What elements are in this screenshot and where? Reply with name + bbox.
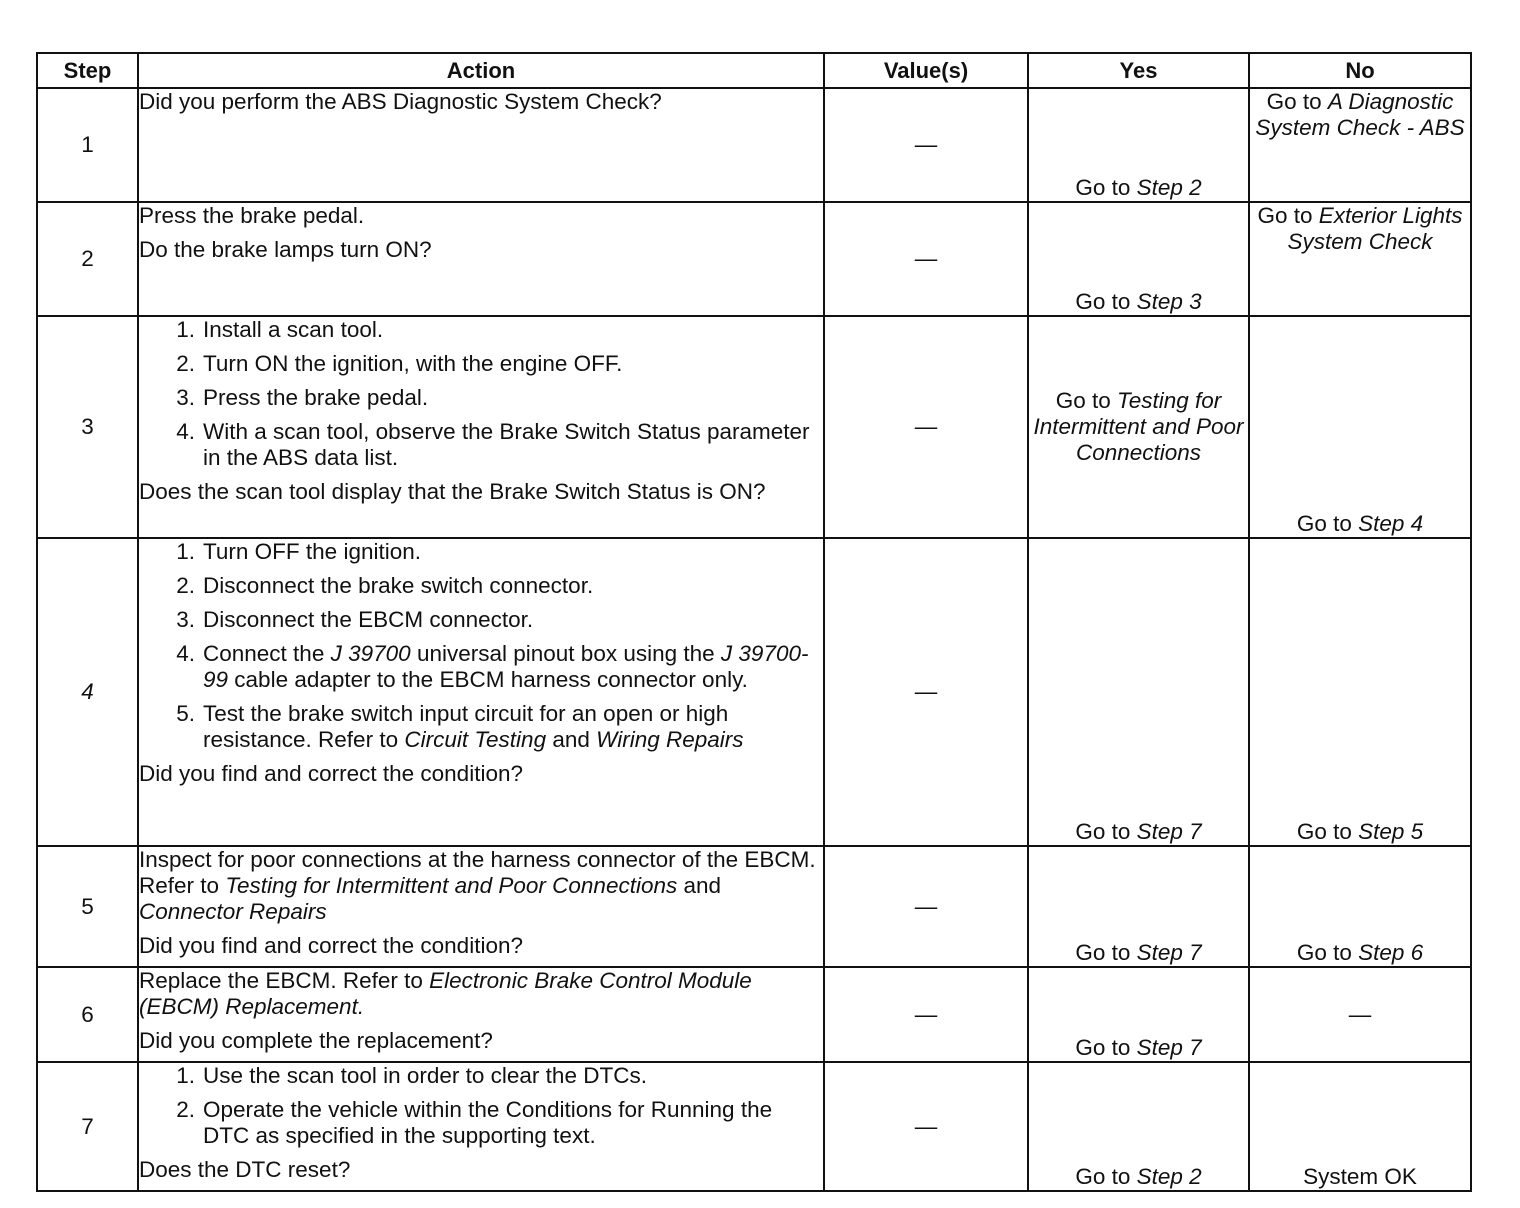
item-number: 1. xyxy=(176,1063,195,1088)
yes-prefix: Go to xyxy=(1075,1164,1131,1189)
action-step-item xyxy=(139,607,823,633)
action-question: Do the brake lamps turn ON? xyxy=(139,237,432,262)
action-question: Does the scan tool display that the Brake Switch Status is ON? xyxy=(139,479,766,504)
no-value: — xyxy=(1348,1001,1372,1027)
yes-ref: Step 7 xyxy=(1136,819,1202,844)
action-text-part: Inspect for poor connections at the harness connector of the EBCM. Refer to xyxy=(139,847,816,898)
yes-prefix: Go to xyxy=(1075,940,1131,965)
item-text: Use the scan tool in order to clear the DTCs. xyxy=(203,1063,647,1088)
yes-cell xyxy=(1028,846,1249,967)
header-values: Value(s) xyxy=(824,53,1028,88)
action-line: Press the brake pedal. xyxy=(139,203,365,228)
item-text: With a scan tool, observe the Brake Switch Status parameter in the ABS data list. xyxy=(203,419,810,470)
doc-ref: Connector Repairs xyxy=(139,899,327,924)
no-ref: Step 6 xyxy=(1358,940,1424,965)
table-row xyxy=(37,316,1471,538)
no-cell xyxy=(1249,1062,1471,1191)
yes-ref: Step 7 xyxy=(1136,940,1202,965)
item-number: 5. xyxy=(176,701,195,726)
doc-ref: Wiring Repairs xyxy=(596,727,744,752)
action-cell xyxy=(138,1062,824,1191)
action-step-item xyxy=(139,385,823,411)
action-question: Did you find and correct the condition? xyxy=(139,761,523,786)
yes-prefix: Go to xyxy=(1075,289,1131,314)
step-number: 1 xyxy=(37,88,138,202)
action-step-item xyxy=(139,701,823,753)
no-value: System OK xyxy=(1303,1164,1417,1189)
yes-cell xyxy=(1028,88,1249,202)
table-row xyxy=(37,202,1471,316)
action-question: Did you complete the replacement? xyxy=(139,1028,493,1053)
item-number: 3. xyxy=(176,385,195,410)
step-number: 4 xyxy=(37,538,138,846)
header-no: No xyxy=(1249,53,1471,88)
no-ref: Step 4 xyxy=(1358,511,1424,536)
yes-ref: Step 7 xyxy=(1136,1035,1202,1060)
table-row xyxy=(37,1062,1471,1191)
no-cell xyxy=(1249,88,1471,202)
item-text: Turn OFF the ignition. xyxy=(203,539,422,564)
yes-ref: Step 3 xyxy=(1136,289,1202,314)
item-number: 4. xyxy=(176,419,195,444)
action-step-item xyxy=(139,1097,823,1149)
no-prefix: Go to xyxy=(1296,940,1352,965)
header-step: Step xyxy=(37,53,138,88)
item-text: Operate the vehicle within the Conditions for Running the DTC as specified in the supporting text. xyxy=(203,1097,773,1148)
diagnostic-table xyxy=(36,52,1472,1192)
item-text: Disconnect the brake switch connector. xyxy=(203,573,594,598)
yes-cell xyxy=(1028,316,1249,538)
no-ref: A Diagnostic System Check - ABS xyxy=(1255,89,1465,140)
action-step-item xyxy=(139,573,823,599)
yes-cell xyxy=(1028,1062,1249,1191)
action-steps xyxy=(139,539,823,753)
doc-ref: Circuit Testing xyxy=(404,727,547,752)
yes-prefix: Go to xyxy=(1055,388,1111,413)
action-step-item xyxy=(139,317,823,343)
action-cell xyxy=(138,967,824,1062)
step-number: 6 xyxy=(37,967,138,1062)
item-text-part: and xyxy=(552,727,590,752)
action-question: Did you perform the ABS Diagnostic System Check? xyxy=(139,89,662,114)
item-number: 4. xyxy=(176,641,195,666)
item-text: Install a scan tool. xyxy=(203,317,384,342)
value-cell xyxy=(824,88,1028,202)
no-cell xyxy=(1249,202,1471,316)
header-yes: Yes xyxy=(1028,53,1249,88)
yes-prefix: Go to xyxy=(1075,819,1131,844)
action-cell xyxy=(138,202,824,316)
value-dash: — xyxy=(914,132,938,157)
table-row xyxy=(37,538,1471,846)
value-dash: — xyxy=(914,414,938,439)
no-prefix: Go to xyxy=(1296,819,1352,844)
action-step-item xyxy=(139,419,823,471)
table-row xyxy=(37,846,1471,967)
action-cell xyxy=(138,538,824,846)
item-text: Disconnect the EBCM connector. xyxy=(203,607,534,632)
value-dash: — xyxy=(914,679,938,704)
action-step-item xyxy=(139,641,823,693)
item-text-part: universal pinout box using the xyxy=(416,641,715,666)
step-number: 7 xyxy=(37,1062,138,1191)
table-row xyxy=(37,88,1471,202)
no-cell xyxy=(1249,538,1471,846)
item-number: 1. xyxy=(176,539,195,564)
item-text-part: cable adapter to the EBCM harness connector only. xyxy=(234,667,748,692)
action-question: Did you find and correct the condition? xyxy=(139,933,523,958)
no-prefix: Go to xyxy=(1296,511,1352,536)
no-cell xyxy=(1249,846,1471,967)
action-text-part: and xyxy=(683,873,722,898)
doc-ref: Electronic Brake Control Module (EBCM) Replacement. xyxy=(139,968,752,1019)
action-question: Does the DTC reset? xyxy=(139,1157,351,1182)
item-text xyxy=(203,701,823,753)
value-dash: — xyxy=(914,893,938,919)
step-number: 3 xyxy=(37,316,138,538)
action-step-item xyxy=(139,351,823,377)
yes-prefix: Go to xyxy=(1075,175,1131,200)
yes-cell xyxy=(1028,202,1249,316)
item-text-part: Test the brake switch input circuit for an open or high resistance. Refer to xyxy=(203,701,729,752)
value-dash: — xyxy=(914,246,938,271)
action-step-item xyxy=(139,539,823,565)
yes-ref: Testing for Intermittent and Poor Connections xyxy=(1033,388,1244,465)
action-cell xyxy=(138,316,824,538)
action-steps xyxy=(139,317,823,471)
value-cell xyxy=(824,538,1028,846)
yes-cell xyxy=(1028,538,1249,846)
action-text xyxy=(139,847,823,925)
action-step-item xyxy=(139,1063,823,1089)
no-ref: Step 5 xyxy=(1358,819,1424,844)
value-cell xyxy=(824,846,1028,967)
action-text xyxy=(139,968,823,1020)
item-text-part: Connect the xyxy=(203,641,325,666)
table-row xyxy=(37,967,1471,1062)
yes-ref: Step 2 xyxy=(1136,175,1202,200)
item-text: Press the brake pedal. xyxy=(203,385,429,410)
yes-cell xyxy=(1028,967,1249,1062)
header-row xyxy=(37,53,1471,88)
no-prefix: Go to xyxy=(1266,89,1322,114)
yes-prefix: Go to xyxy=(1075,1035,1131,1060)
item-text: Turn ON the ignition, with the engine OFF. xyxy=(203,351,623,376)
action-steps xyxy=(139,1063,823,1149)
no-ref: Exterior Lights System Check xyxy=(1287,203,1463,254)
no-cell xyxy=(1249,316,1471,538)
item-text xyxy=(203,641,823,693)
no-prefix: Go to xyxy=(1257,203,1313,228)
value-cell xyxy=(824,316,1028,538)
value-cell xyxy=(824,1062,1028,1191)
tool-ref: J 39700 xyxy=(330,641,411,666)
action-cell xyxy=(138,88,824,202)
action-cell xyxy=(138,846,824,967)
tool-ref: J 39700-99 xyxy=(203,641,809,692)
no-cell xyxy=(1249,967,1471,1062)
action-text-part: Replace the EBCM. Refer to xyxy=(139,968,423,993)
item-number: 1. xyxy=(176,317,195,342)
value-dash: — xyxy=(914,1001,938,1027)
yes-ref: Step 2 xyxy=(1136,1164,1202,1189)
value-dash: — xyxy=(914,1113,938,1139)
item-number: 2. xyxy=(176,351,195,376)
item-number: 2. xyxy=(176,573,195,598)
item-number: 3. xyxy=(176,607,195,632)
step-number: 5 xyxy=(37,846,138,967)
value-cell xyxy=(824,967,1028,1062)
step-number: 2 xyxy=(37,202,138,316)
item-number: 2. xyxy=(176,1097,195,1122)
header-action: Action xyxy=(138,53,824,88)
doc-ref: Testing for Intermittent and Poor Connections xyxy=(225,873,678,898)
value-cell xyxy=(824,202,1028,316)
